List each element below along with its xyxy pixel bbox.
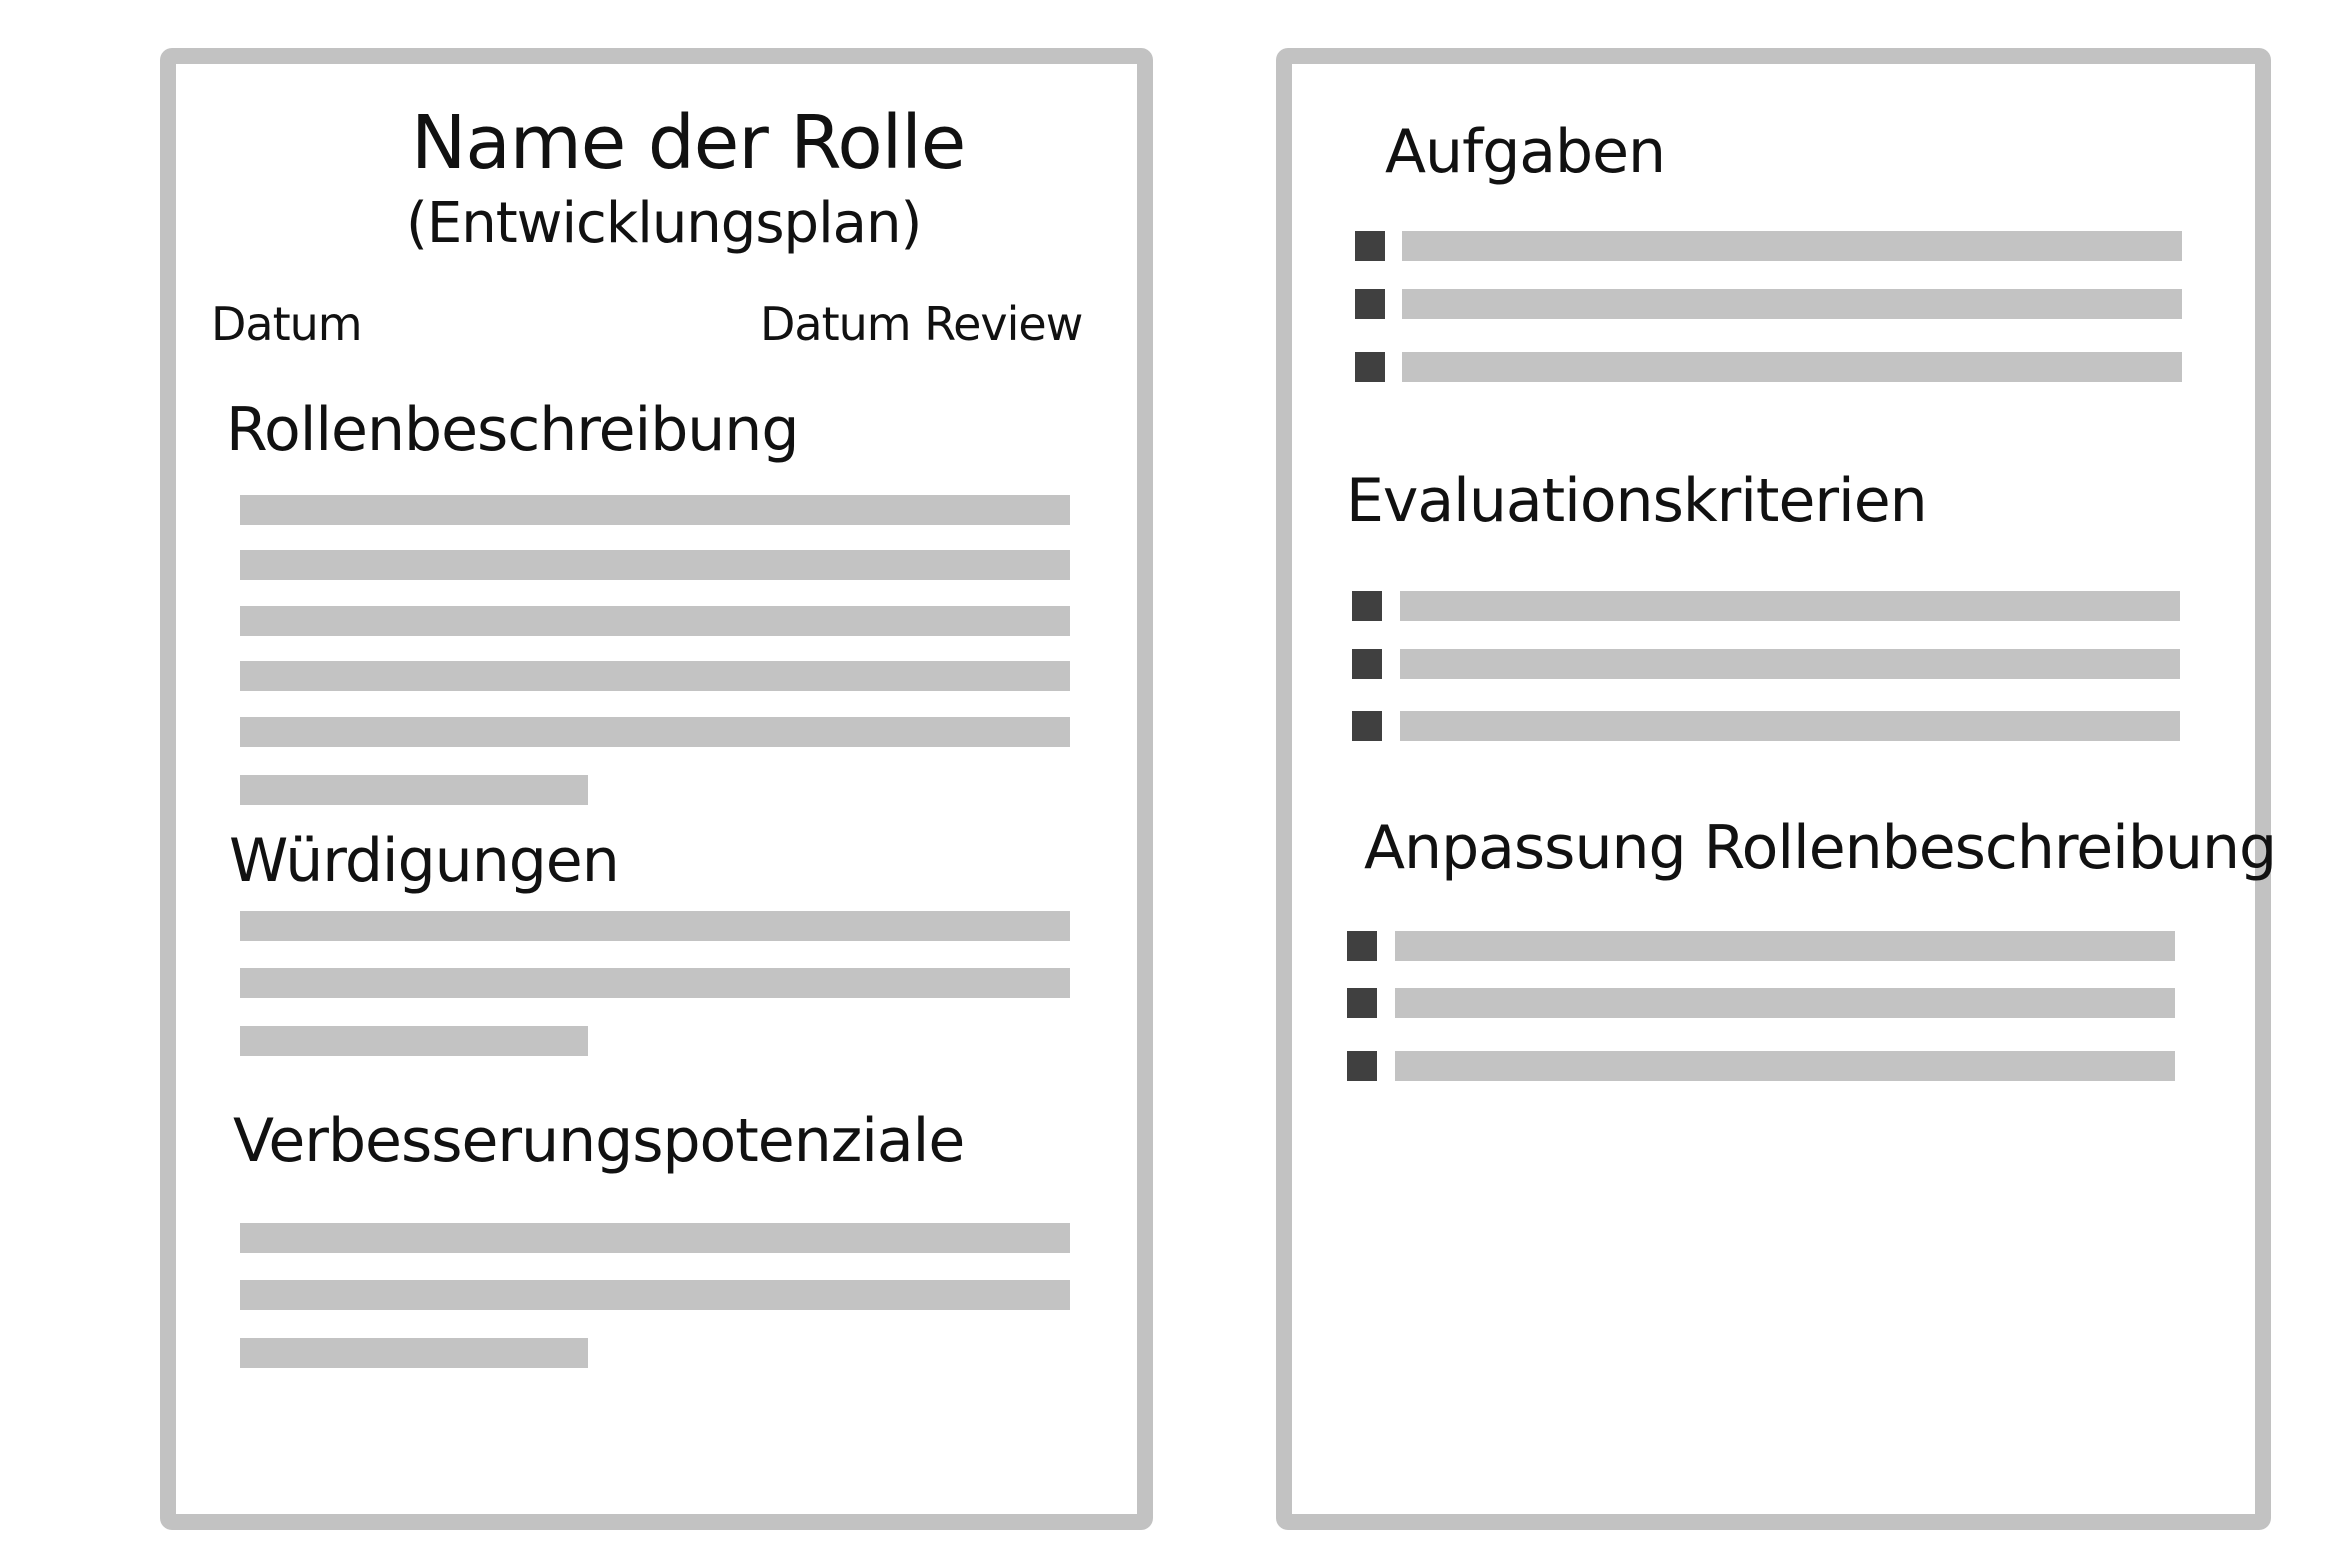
placeholder-text-line — [240, 661, 1070, 691]
placeholder-text-line — [240, 968, 1070, 998]
bullet-square-icon — [1347, 1051, 1377, 1081]
bullet-square-icon — [1347, 988, 1377, 1018]
bullet-square-icon — [1347, 931, 1377, 961]
placeholder-text-line — [240, 1338, 588, 1368]
placeholder-text-line — [240, 1280, 1070, 1310]
review-date-label: Datum Review — [760, 297, 1083, 351]
placeholder-list-line — [1395, 1051, 2175, 1081]
section-heading-role-description-adjustment: Anpassung Rollenbeschreibung — [1364, 813, 2277, 883]
placeholder-text-line — [240, 606, 1070, 636]
placeholder-text-line — [240, 717, 1070, 747]
placeholder-text-line — [240, 1223, 1070, 1253]
section-heading-tasks: Aufgaben — [1385, 117, 1666, 187]
bullet-square-icon — [1352, 591, 1382, 621]
placeholder-text-line — [240, 775, 588, 805]
placeholder-text-line — [240, 1026, 588, 1056]
placeholder-text-line — [240, 495, 1070, 525]
role-name-title: Name der Rolle — [411, 100, 966, 186]
placeholder-list-line — [1395, 988, 2175, 1018]
date-label: Datum — [211, 297, 362, 351]
placeholder-list-line — [1400, 649, 2180, 679]
section-heading-improvement-potential: Verbesserungspotenziale — [233, 1106, 965, 1176]
placeholder-text-line — [240, 550, 1070, 580]
placeholder-list-line — [1395, 931, 2175, 961]
placeholder-text-line — [240, 911, 1070, 941]
development-plan-subtitle: (Entwicklungsplan) — [406, 191, 922, 256]
placeholder-list-line — [1400, 591, 2180, 621]
section-heading-role-description: Rollenbeschreibung — [226, 395, 799, 465]
section-heading-evaluation-criteria: Evaluationskriterien — [1346, 466, 1927, 536]
section-heading-acknowledgements: Würdigungen — [229, 826, 619, 896]
placeholder-list-line — [1400, 711, 2180, 741]
placeholder-list-line — [1402, 289, 2182, 319]
bullet-square-icon — [1352, 711, 1382, 741]
bullet-square-icon — [1355, 231, 1385, 261]
tasks-page — [1276, 48, 2271, 1530]
placeholder-list-line — [1402, 352, 2182, 382]
bullet-square-icon — [1352, 649, 1382, 679]
placeholder-list-line — [1402, 231, 2182, 261]
bullet-square-icon — [1355, 289, 1385, 319]
bullet-square-icon — [1355, 352, 1385, 382]
